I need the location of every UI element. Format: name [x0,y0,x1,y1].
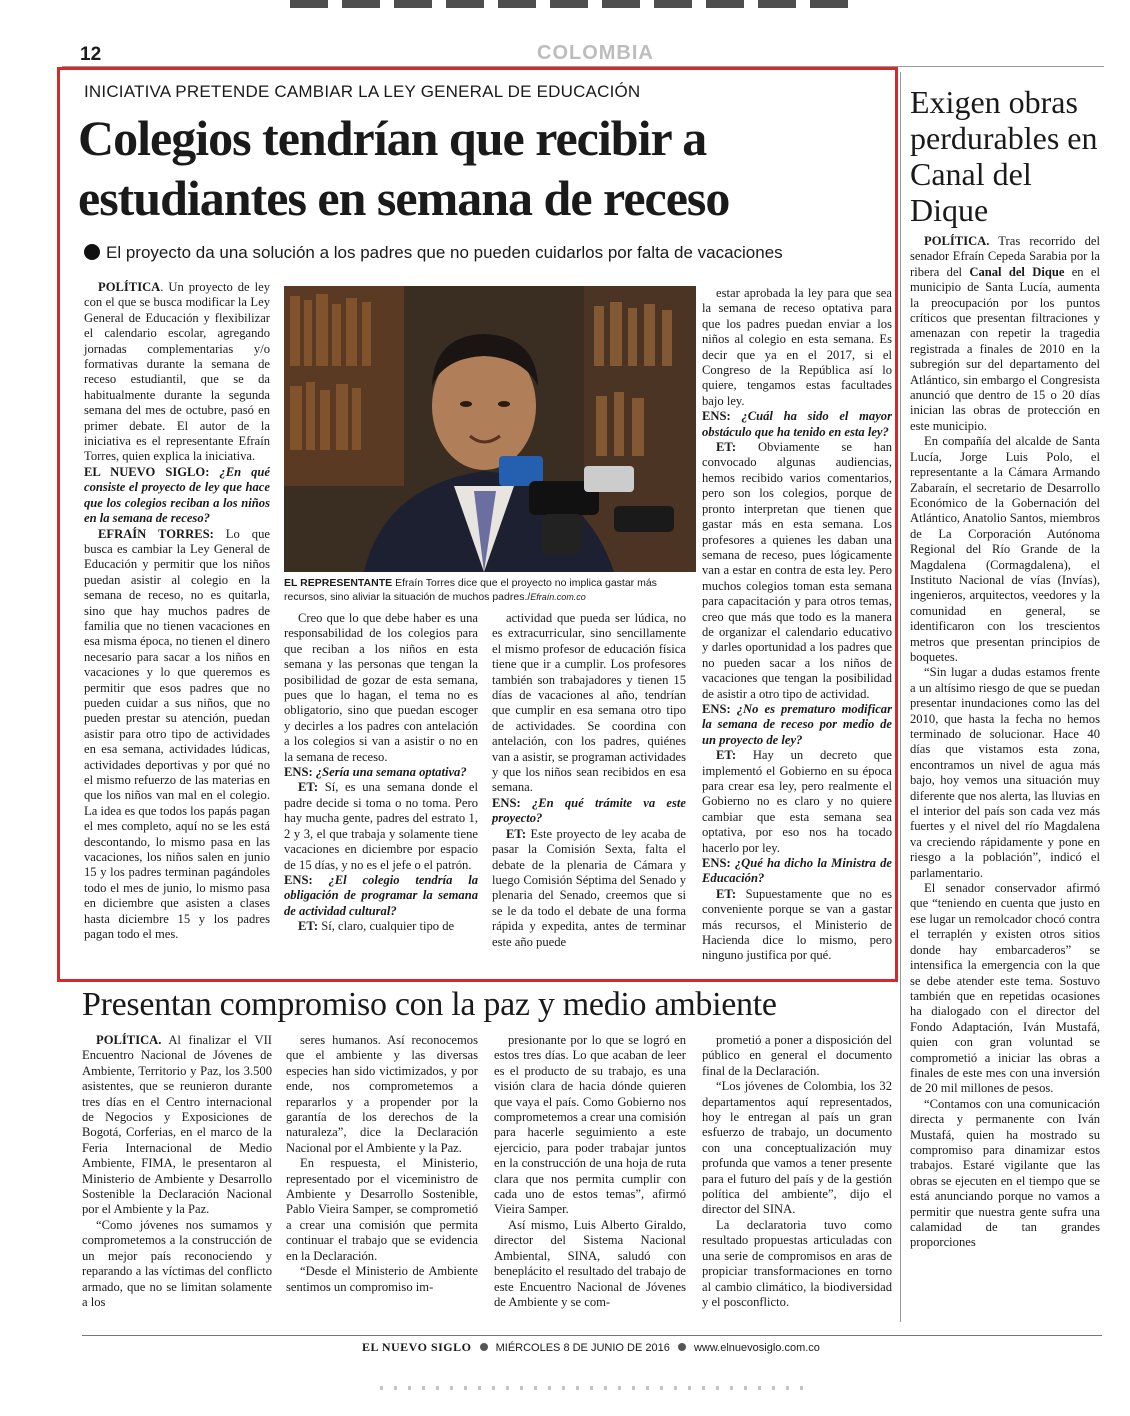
paragraph: EFRAÍN TORRES: Lo que busca es cambiar la Ley General de Educación y permitir que los niños puedan asistir al colegio en la semana de receso, no es quitarla, sino que hay muchos padres de familia que no tienen vacaciones en esa misma época, no tienen el dinero necesario para sacar a los niños en vacaciones y lo que queremos es permitir que esos padres que no pueden cuidar a sus niños, que no pueden prestar su atención, puedan asistir para otro tipo de actividades en esa semana, actividades lúdicas, actividades deportivas y por qué no el mismo refuerzo de las materias en que los niños van mal en el colegio. La idea es que todos los papás pagan el mes completo, aquí no se les está descontando, lo mismo pasa en las vacaciones, los niños salen en junio 15 y los padres terminan pagándoles todo el mes de junio, lo mismo pasa en diciembre que asisten a clases hasta diciembre 15 y los padres pagan todo el mes. [84,526,270,942]
section-tag: COLOMBIA [537,42,654,64]
main-subhead [84,243,894,263]
main-kicker: INICIATIVA PRETENDE CAMBIAR LA LEY GENERAL DE EDUCACIÓN [84,82,641,101]
paragraph: “Sin lugar a dudas estamos frente a un altísimo riesgo de que se puedan presentar inundaciones como las del 2010, que hasta la fecha no hemos terminado de solucionar. Hace 40 días que vistamos esta zona, encontramos un nivel de agua más bajo, hoy vemos una situación muy diferente que nos alerta, las lluvias en el interior del país son cada vez más fuertes y el nivel del río Magdalena va creciendo rápidamente y pone en riesgo a la población”, indicó el parlamentario. [910,665,1100,880]
main-col-4 [702,286,892,964]
paragraph: ET: Supuestamente que no es conveniente porque se van a gastar más recursos, el Ministerio de Hacienda dice lo mismo, pero ninguno justifica por qué. [702,886,892,963]
main-col-2 [284,611,478,935]
footer-rule [82,1335,1102,1336]
side-headline: Exigen obras perdurables en Canal del Dique [910,84,1098,228]
scan-noise [380,1386,810,1390]
bottom-headline: Presentan compromiso con la paz y medio ambiente [82,986,777,1023]
side-body [910,234,1100,1251]
paragraph: ENS: ¿Qué ha dicho la Ministra de Educación? [702,856,892,886]
footer-url: www.elnuevosiglo.com.co [693,1342,820,1354]
photo-credit: Efraín.com.co [530,592,586,602]
paragraph: En respuesta, el Ministerio, representado por el viceministro de Ambiente y Desarrollo Sostenible, Pablo Vieira Samper, se comprometió a crear una comisión que permita continuar el trabajo que se evidencia en la Declaración. [286,1156,478,1263]
paragraph: En compañía del alcalde de Santa Lucía, Jorge Luis Polo, el representante a la Cámara Armando Zabaraín, el secretario de Desarrollo Económico de la Gobernación del Atlántico, Anatolio Santos, miembros de La Corporación Autónoma Regional del Río Grande de la Magdalena (Cormagdalena), el Instituto Nacional de vías (Invías), ingenieros, arquitectos, veedores y la comunidad en general, se identificaron con los trescientos metros que presentan principios de boquetes. [910,434,1100,664]
paragraph: “Desde el Ministerio de Ambiente sentimos un compromiso im- [286,1264,478,1294]
paragraph: ET: Sí, es una semana donde el padre decide si toma o no toma. Pero hay mucha gente, padres del estrato 1, 2 y 3, el que trabaja y solamente tiene vacaciones en diciembre por espacio de 15 días, y no es el jefe o el patrón. [284,780,478,872]
paragraph: “Como jóvenes nos sumamos y comprometemos a la construcción de un mejor país reconociendo y reparando a las víctimas del conflicto armado, que no se limitan solamente a los [82,1217,272,1309]
paragraph: ET: Este proyecto de ley acaba de pasar la Comisión Sexta, falta el debate de la plenaria de Cámara y luego Comisión Séptima del Senado y plenaria del Senado, creemos que si se le da todo el debate de una forma rápida y expedita, antes de terminar este año puede [492,826,686,949]
page-number: 12 [80,44,102,65]
caption-lead: EL REPRESENTANTE [284,577,393,589]
bottom-col-3 [494,1033,686,1310]
paper-logo: EL NUEVO SIGLO [362,1340,472,1354]
paragraph: ET: Sí, claro, cualquier tipo de [298,919,455,934]
paragraph: ET: Obviamente se han convocado algunas audiencias, hemos recibido varios comentarios, pero son los colegios, porque de pronto interpretan que tienen que gastar más en esta semana. Los profesores a quienes les daban una semana de receso, pues lógicamente van a estar en contra de esta ley. Pero muchos colegios toman esta semana para capacitación y para otros temas, creo que más que todo es la manera de organizar el calendario educativo y darles oportunidad a los padres que no pueden sacar a los niños de vacaciones que tengan la posibilidad de asistir a otro tipo de actividad. [702,440,892,701]
main-col-1 [84,280,270,942]
bottom-col-4 [702,1033,892,1310]
paragraph: presionante por lo que se logró en estos tres días. Lo que acaban de leer es el producto de su trabajo, es una visión clara de hacia dónde quieren que vaya el país. Como Gobierno nos comprometemos a crear una comisión para hacerle seguimiento a este ejercicio, para poder trabajar juntos en la construcción de una hoja de ruta clara que nos permita cumplir con cada uno de estos temas”, afirmó Vieira Samper. [494,1033,686,1217]
paragraph: ENS: ¿No es prematuro modificar la semana de receso por medio de un proyecto de ley? [702,701,893,747]
bottom-col-2 [286,1033,478,1295]
masthead-scraps [290,0,850,8]
sidebar-divider [900,72,901,1322]
photo-illustration [284,286,696,572]
paragraph: POLÍTICA. Un proyecto de ley con el que se busca modificar la Ley General de Educación y flexibilizar el calendario escolar, agregando jornadas complementarias y/o formativas durante la semana de receso estudiantil, que se da habitualmente durante la segunda semana del mes de octubre, pasó en primer debate. El autor de la iniciativa es el representante Efraín Torres, quien explica la iniciativa. [84,280,270,464]
footer-bullet-icon [678,1343,686,1351]
paragraph: actividad que pueda ser lúdica, no es extracurricular, sino sencillamente el mismo profesor de educación física tiene que ir a cumplir. Los profesores también son trabajadores y tienen 15 días de vacaciones al año, tendrían que cumplir en esa semana otro tipo de actividades. Se coordina con antelación, con los padres, quiénes van a asistir, se programan actividades y que los niños sean recibidos en esa semana. [492,611,686,795]
main-subhead-text: El proyecto da una solución a los padres que no pueden cuidarlos por falta de vacaciones [106,243,783,262]
paragraph: POLÍTICA. Al finalizar el VII Encuentro Nacional de Jóvenes de Ambiente, Territorio y Paz, los 3.500 asistentes, que se reunieron durante tres días en el Centro internacional de Negocios y Exposiciones de Bogotá, Corferias, en el marco de la Feria Internacional de Medio Ambiente, FIMA, le presentaron al Ministerio de Ambiente y Desarrollo Sostenible la Declaración Nacional por el Ambiente y la Paz. [82,1033,272,1217]
page-footer [362,1340,820,1355]
main-col-3 [492,611,686,950]
paragraph: EL NUEVO SIGLO: ¿En qué consiste el proyecto de ley que hace que los colegios reciban a los niños en la semana de receso? [84,464,270,526]
paragraph: ET: Hay un decreto que implementó el Gobierno en su época para crear esa ley, pero realmente el Gobierno no es claro y no quiere cambiar que esta semana sea optativa, por eso nos ha tocado hacerlo por ley. [702,748,892,855]
caption-text: Efraín Torres dice que el proyecto no implica gastar más recursos, sino aliviar la situación de muchos padres./ [284,577,657,603]
footer-bullet-icon [480,1343,488,1351]
paragraph: estar aprobada la ley para que sea la semana de receso optativa para que los padres puedan enviar a los niños al colegio en esta semana. Es decir que ya en el 2017, si el Congreso de la República así lo quiere, tengamos estas facultades bajo ley. [702,286,892,408]
main-headline: Colegios tendrían que recibir a estudiantes en semana de receso [78,110,730,226]
photo-caption [284,576,696,604]
paragraph: seres humanos. Así reconocemos que el ambiente y las diversas especies han sido victimizados, y por ende, nos comprometemos a repararlos y a propender por la garantía de los derechos de la naturaleza”, dice la Declaración Nacional por el Ambiente y la Paz. [286,1033,478,1155]
paragraph: El senador conservador afirmó que “teniendo en cuenta que justo en ese lugar un remolcador chocó contra el terraplén y existen otros sitios donde hay embarcaderos” se intensifica la emergencia con la que se debe atender este tema. Sostuvo también que en repetidas ocasiones ha dialogado con el director del Fondo Adaptación, Iván Mustafá, quien con gran voluntad se comprometió a iniciar las obras a finales de este mes con una inversión de 20 mil millones de pesos. [910,881,1100,1096]
paragraph: ENS: ¿En qué trámite va este proyecto? [492,795,687,826]
footer-date: MIÉRCOLES 8 DE JUNIO DE 2016 [495,1342,670,1354]
interview-photo [284,286,696,572]
paragraph: Así mismo, Luis Alberto Giraldo, director del Sistema Nacional Ambiental, SINA, saludó con beneplácito el resultado del trabajo de este Encuentro Nacional de Jóvenes de Ambiente y se com- [494,1217,686,1309]
paragraph: prometió a poner a disposición del público en general el documento final de la Declaración. [702,1033,892,1078]
bullet-icon [84,244,100,260]
paragraph: ENS: ¿Sería una semana optativa? [284,765,467,780]
paragraph: POLÍTICA. Tras recorrido del senador Efraín Cepeda Sarabia por la ribera del Canal del Dique en el municipio de Santa Lucía, aumenta la preocupación por los puntos críticos que presentan filtraciones y amenazan con repetir la tragedia registrada a finales de 2010 en la subregión sur del departamento del Atlántico, sin embargo el Congresista anunció que dentro de 15 o 20 días inician las obras de protección en este municipio. [910,234,1100,433]
paragraph: ENS: ¿Cuál ha sido el mayor obstáculo que ha tenido en esta ley? [702,409,892,439]
paragraph: Creo que lo que debe haber es una responsabilidad de los colegios para que reciban a los niños en esta semana y las personas que tengan la posibilidad de gozar de esta semana, pues que lo hagan, el tema no es obligatorio, sino que puedan escoger y decirles a los padres con antelación a los colegios si van a asistir o no en la semana de receso. [284,611,478,764]
paragraph: “Los jóvenes de Colombia, los 32 departamentos aquí representados, hoy le entregan al país un gran esfuerzo de trabajo, un documento con una conceptualización muy profunda que vamos a tener presente para el futuro del país y de la gestión política del ambiente”, dijo el director del SINA. [702,1079,892,1217]
paragraph: La declaratoria tuvo como resultado propuestas articuladas con una serie de compromisos en aras de propiciar transformaciones en torno al cambio climático, la biodiversidad y el posconflicto. [702,1217,892,1309]
bottom-col-1 [82,1033,272,1310]
paragraph: “Contamos con una comunicación directa y permanente con Iván Mustafá, quien ha mostrado su compromiso para dinamizar estos trabajos. Estaré vigilante que las obras se ejecuten en el tiempo que se está anunciando porque no vamos a permitir que nuestra gente sufra una calamidad de tan grandes proporciones [910,1096,1100,1250]
paragraph: ENS: ¿El colegio tendría la obligación de programar la semana de actividad cultural? [284,872,478,918]
